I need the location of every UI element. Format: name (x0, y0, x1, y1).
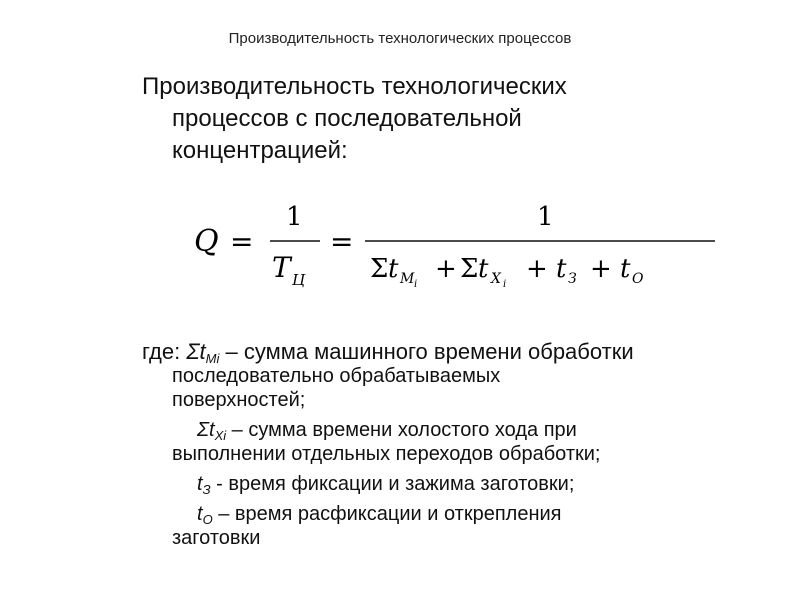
def-idle-text-1: – сумма времени холостого хода при (226, 419, 577, 441)
def-fix-text-1: - время фиксации и зажима заготовки; (210, 473, 575, 495)
def-unfix-line-2: заготовки (172, 527, 261, 549)
def-unfix-text-1: – время расфиксации и открепления (212, 503, 562, 525)
formula-numerator-2: 1 (537, 202, 554, 232)
formula-numerator-1: 1 (286, 202, 303, 232)
sym-sum-machine-sub: Mi (205, 351, 220, 366)
sym-sum-idle (197, 419, 226, 441)
heading (142, 71, 742, 167)
sym-t-unfix-main: t (197, 503, 203, 525)
den-sub-x: X (491, 271, 501, 287)
def-fix-line-1 (142, 472, 792, 496)
where-label: где: (142, 339, 187, 364)
def-machine-line-3: поверхностей; (172, 389, 306, 411)
productivity-formula (180, 195, 740, 305)
sym-sum-machine (186, 339, 219, 364)
den-sub-z: З (568, 271, 577, 287)
def-idle-line-1 (142, 418, 792, 442)
den-t-2: t (478, 254, 489, 284)
formula-equals-1: = (230, 225, 254, 258)
formula-t-cycle-sub: Ц (292, 271, 306, 289)
den-t-4: t (620, 254, 631, 284)
heading-line-2: процессов с последовательной (172, 105, 522, 132)
sym-t-fix (197, 473, 211, 495)
den-sigma-1: Σ (370, 254, 389, 284)
den-sub-i-2: i (503, 279, 507, 290)
den-sigma-2: Σ (460, 254, 479, 284)
den-plus-3: + (590, 254, 612, 284)
den-sub-i-1: i (414, 279, 418, 290)
den-plus-2: + (526, 254, 548, 284)
sym-sum-idle-main: Σt (197, 419, 215, 441)
sym-t-unfix-sub: О (202, 512, 213, 527)
sym-sum-machine-main: Σt (186, 339, 206, 364)
den-t-3: t (556, 254, 567, 284)
sym-sum-idle-sub: Xi (214, 428, 227, 443)
formula-t-cycle: T (272, 251, 291, 284)
definitions (142, 340, 792, 550)
def-machine-line-1 (142, 340, 792, 364)
sym-t-fix-sub: З (202, 482, 211, 497)
def-unfix-line-1 (142, 502, 792, 526)
formula-q: Q (194, 224, 219, 259)
sym-t-unfix (197, 503, 213, 525)
def-idle-line-2: выполнении отдельных переходов обработки; (172, 443, 601, 465)
formula-svg (180, 195, 740, 305)
slide-title: Производительность технологических процессов (228, 30, 572, 47)
den-t-1: t (388, 254, 399, 284)
den-sub-o: O (632, 271, 644, 287)
sym-t-fix-main: t (197, 473, 203, 495)
den-sub-m: M (400, 271, 415, 287)
heading-line-1: Производительность технологических (142, 73, 567, 100)
den-plus-1: + (435, 254, 457, 284)
def-machine-text-1: – сумма машинного времени обработки (219, 339, 634, 364)
def-machine-line-2: последовательно обрабатываемых (172, 365, 501, 387)
heading-line-3: концентрацией: (172, 137, 348, 164)
formula-equals-2: = (330, 225, 354, 258)
